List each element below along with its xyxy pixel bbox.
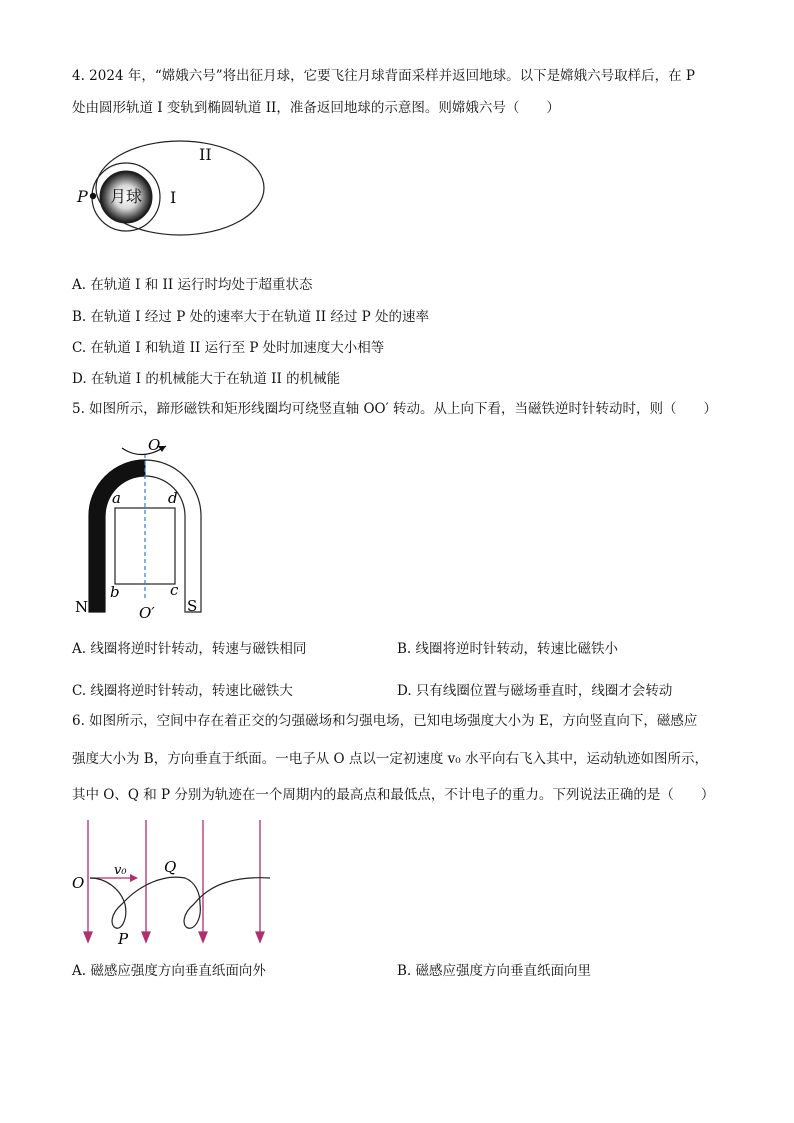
point-p-label: P xyxy=(118,930,129,948)
field-lines xyxy=(84,820,264,942)
trajectory-path xyxy=(90,877,270,928)
q6-stem-line2: 强度大小为 B，方向垂直于纸面。一电子从 O 点以一定初速度 v₀ 水平向右飞入其中，运动轨迹如图所示， xyxy=(72,751,708,767)
point-p-dot xyxy=(90,193,96,199)
q4-stem-line1: 4. 2024 年，“嫦娥六号”将出征月球，它要飞往月球背面采样并返回地球。以下是嫦娥六号取样后，在 P xyxy=(72,68,695,84)
q5-stem-line1: 5. 如图所示，蹄形磁铁和矩形线圈均可绕竖直轴 OO′ 转动。从上向下看，当磁铁逆时针转动时，则（ ） xyxy=(72,401,717,417)
orbit-1-label: I xyxy=(170,188,177,207)
axis-o-label: O xyxy=(148,436,161,454)
q6-option-a: A. 磁感应强度方向垂直纸面向外 xyxy=(72,963,266,979)
q4-option-a: A. 在轨道 I 和 II 运行时均处于超重状态 xyxy=(72,277,313,293)
q6-stem-line3: 其中 O、Q 和 P 分别为轨迹在一个周期内的最高点和最低点，不计电子的重力。下列说法正确的是（ ） xyxy=(72,787,715,803)
coil-b-label: b xyxy=(110,583,120,601)
q6-trajectory-figure xyxy=(70,818,280,952)
point-o-label: O xyxy=(72,874,85,892)
v0-label: v₀ xyxy=(114,863,127,878)
coil-c-label: c xyxy=(170,581,179,599)
point-p-label: P xyxy=(77,187,88,206)
q6-option-b: B. 磁感应强度方向垂直纸面向里 xyxy=(397,963,592,979)
coil-a-label: a xyxy=(112,489,121,507)
q4-orbit-figure xyxy=(70,138,270,238)
coil-d-label: d xyxy=(168,489,178,507)
q4-option-d: D. 在轨道 I 的机械能大于在轨道 II 的机械能 xyxy=(72,371,341,387)
magnet-s-label: S xyxy=(187,597,198,615)
q6-stem-line1: 6. 如图所示，空间中存在着正交的匀强磁场和匀强电场，已知电场强度大小为 E，方向竖直向下，磁感应 xyxy=(72,713,698,729)
q5-option-d: D. 只有线圈位置与磁场垂直时，线圈才会转动 xyxy=(397,683,673,699)
q4-option-b: B. 在轨道 I 经过 P 处的速率大于在轨道 II 经过 P 处的速率 xyxy=(72,309,429,325)
q5-option-b: B. 线圈将逆时针转动，转速比磁铁小 xyxy=(397,641,619,657)
orbit-2-label: II xyxy=(199,145,212,164)
q5-option-c: C. 线圈将逆时针转动，转速比磁铁大 xyxy=(72,683,293,699)
q5-magnet-figure xyxy=(72,434,212,624)
q4-option-c: C. 在轨道 I 和轨道 II 运行至 P 处时加速度大小相等 xyxy=(72,340,385,356)
q4-stem-line2: 处由圆形轨道 I 变轨到椭圆轨道 II，准备返回地球的示意图。则嫦娥六号（ ） xyxy=(72,100,560,116)
axis-o2-label: O′ xyxy=(139,604,155,622)
q5-option-a: A. 线圈将逆时针转动，转速与磁铁相同 xyxy=(72,641,307,657)
point-q-label: Q xyxy=(164,858,177,876)
moon-label: 月球 xyxy=(109,187,143,206)
magnet-n-label: N xyxy=(75,598,89,616)
